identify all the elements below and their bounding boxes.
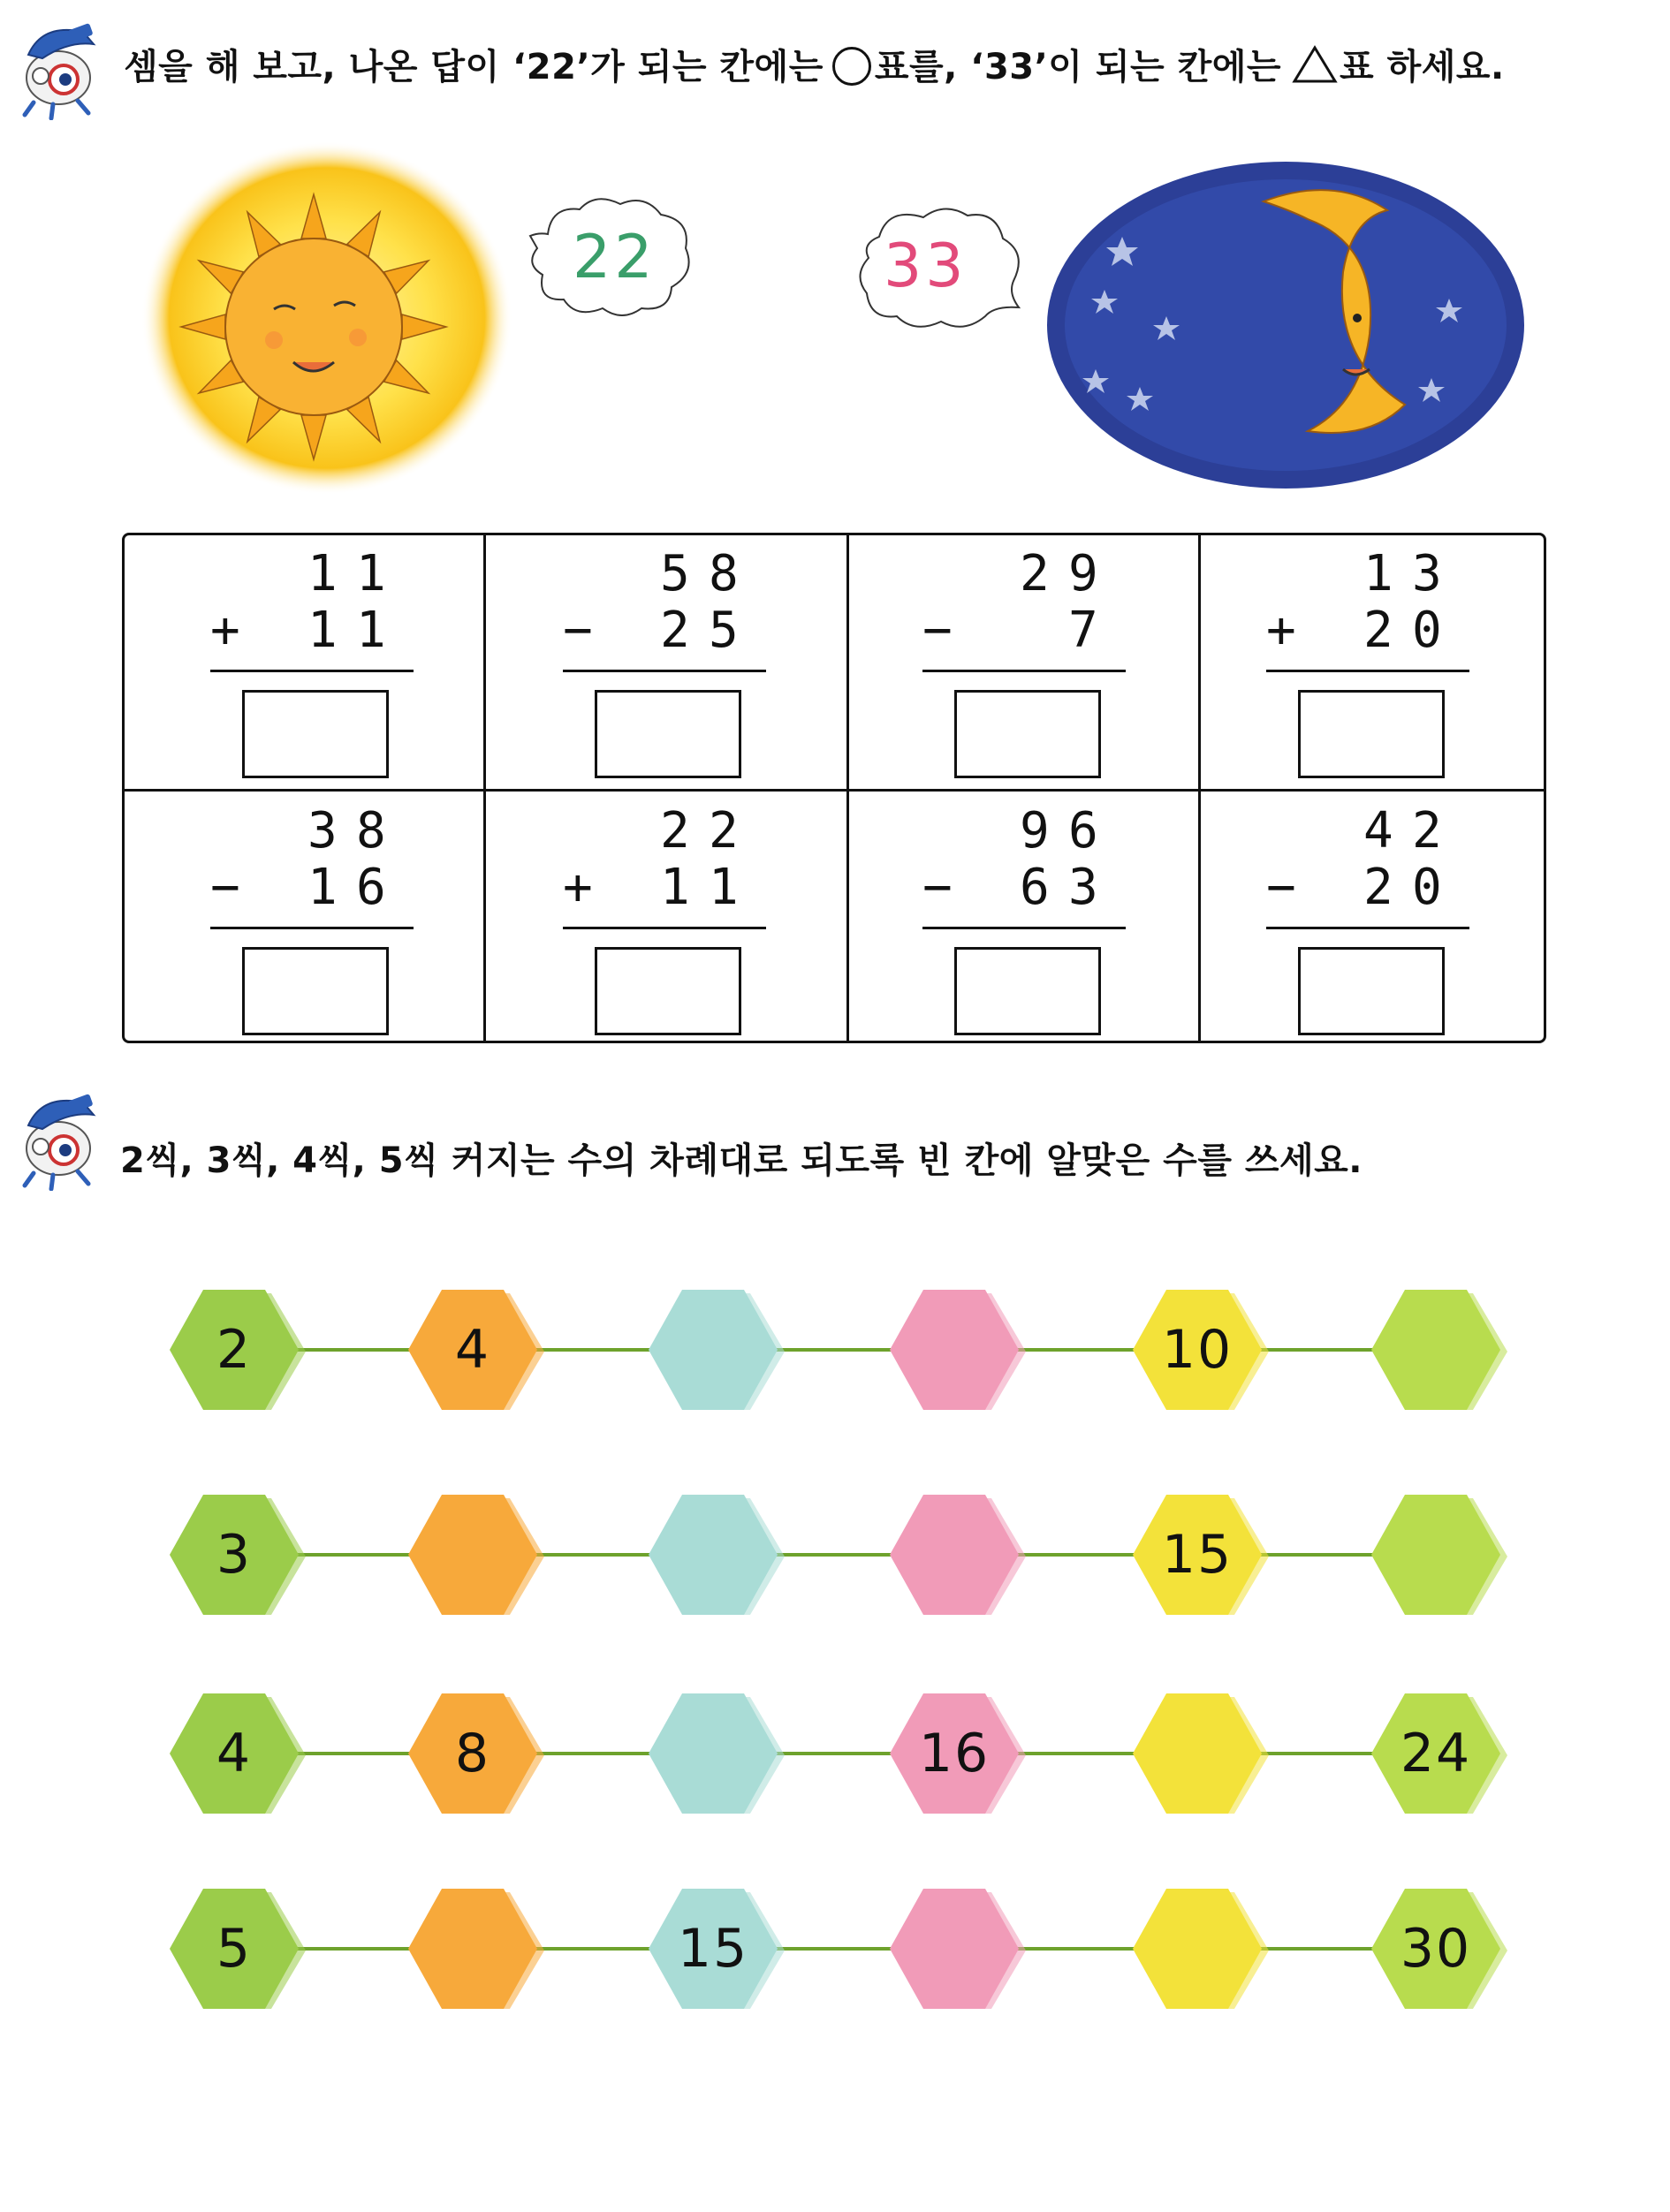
problem-cell [210, 803, 414, 916]
problem-cell [210, 546, 414, 659]
problem-bottom-row [1266, 602, 1469, 659]
hexagon-number: 30 [1400, 1918, 1472, 1980]
digit: 1 [307, 602, 338, 659]
blank-hexagon[interactable] [647, 1288, 788, 1412]
digit: 1 [307, 859, 338, 916]
chain-connector [1260, 1348, 1373, 1352]
digit: 2 [660, 602, 690, 659]
hexagon-number: 16 [918, 1723, 991, 1784]
problem-top-row [563, 803, 766, 860]
problem-cell [563, 803, 766, 916]
sun-illustration [133, 141, 521, 495]
blank-hexagon[interactable] [888, 1887, 1029, 2011]
problem-top-row [922, 803, 1126, 860]
number-hexagon [168, 1692, 309, 1815]
blank-hexagon[interactable] [1131, 1692, 1272, 1815]
hexagon-number [888, 1887, 1021, 2011]
blank-hexagon[interactable] [647, 1692, 788, 1815]
digit: 8 [356, 802, 386, 860]
answer-box[interactable] [1298, 690, 1445, 778]
problem-cell [1266, 803, 1469, 916]
problem-bottom-row [210, 860, 414, 916]
number-chain [0, 1887, 1670, 2011]
problem-top-row [210, 803, 414, 860]
blank-hexagon[interactable] [1370, 1288, 1511, 1412]
sum-line [1266, 927, 1469, 929]
problem-top-row [1266, 803, 1469, 860]
hexagon-number [647, 1692, 779, 1815]
chain-connector [297, 1348, 410, 1352]
problem-bottom-row [563, 602, 766, 659]
hexagon-number: 24 [1400, 1723, 1472, 1784]
number-hexagon [406, 1288, 548, 1412]
digit: 8 [709, 545, 739, 602]
sun-bubble-number: 22 [573, 223, 657, 292]
instruction-1-part-a: 셈을 해 보고, 나온 답이 ‘22’가 되는 칸에는 [124, 47, 824, 87]
number-hexagon [168, 1493, 309, 1617]
chain-connector [1260, 1553, 1373, 1557]
digit: 3 [1412, 545, 1442, 602]
number-hexagon [1131, 1493, 1272, 1617]
instruction-1 [124, 39, 1505, 89]
chain-connector [297, 1752, 410, 1755]
instruction-2: 2씩, 3씩, 4씩, 5씩 커지는 수의 차례대로 되도록 빈 칸에 알맞은 수를 쓰세요. [120, 1140, 1363, 1181]
chain-connector [776, 1348, 892, 1352]
hexagon-number [888, 1288, 1021, 1412]
digit: 2 [660, 802, 690, 860]
operator-sign: − [922, 602, 953, 659]
digit: 6 [1020, 859, 1050, 916]
blank-hexagon[interactable] [647, 1493, 788, 1617]
hexagon-number [406, 1493, 539, 1617]
chain-connector [1017, 1553, 1135, 1557]
hexagon-number [647, 1493, 779, 1617]
problem-top-row [210, 546, 414, 602]
chain-connector [297, 1947, 410, 1951]
hexagon-number: 8 [454, 1723, 491, 1784]
problem-bottom-row [1266, 860, 1469, 916]
problem-top-row [922, 546, 1126, 602]
digit: 6 [1068, 802, 1098, 860]
blank-hexagon[interactable] [406, 1887, 548, 2011]
problem-top-row [1266, 546, 1469, 602]
sum-line [563, 927, 766, 929]
digit: 2 [1363, 859, 1393, 916]
chain-connector [1017, 1752, 1135, 1755]
moon-bubble-number: 33 [884, 231, 968, 301]
triangle-symbol-icon [1292, 45, 1338, 84]
problem-cell [922, 803, 1126, 916]
blank-hexagon[interactable] [406, 1493, 548, 1617]
digit: 1 [356, 602, 386, 659]
digit: 4 [1363, 802, 1393, 860]
digit: 2 [1412, 802, 1442, 860]
blank-hexagon[interactable] [1131, 1887, 1272, 2011]
hexagon-number: 5 [216, 1918, 253, 1980]
digit: 2 [1020, 545, 1050, 602]
grid-divider [125, 789, 1544, 792]
operator-sign: + [1266, 602, 1296, 659]
sum-line [922, 927, 1126, 929]
digit: 1 [709, 859, 739, 916]
hexagon-number [1131, 1887, 1264, 2011]
number-hexagon [168, 1887, 309, 2011]
number-chain [0, 1493, 1670, 1617]
digit: 1 [660, 859, 690, 916]
sum-line [210, 927, 414, 929]
hexagon-number: 10 [1161, 1319, 1234, 1381]
sum-line [922, 670, 1126, 672]
chain-connector [1017, 1348, 1135, 1352]
digit: 1 [307, 545, 338, 602]
digit: 2 [709, 802, 739, 860]
answer-box[interactable] [242, 947, 389, 1035]
chain-connector [776, 1553, 892, 1557]
number-chain [0, 1692, 1670, 1815]
problem-bottom-row [563, 860, 766, 916]
digit: 6 [356, 859, 386, 916]
chain-connector [776, 1752, 892, 1755]
mascot-icon [7, 1085, 113, 1191]
instruction-1-part-c: 표 하세요. [1340, 47, 1505, 87]
digit: 9 [1020, 802, 1050, 860]
operator-sign: + [563, 859, 593, 916]
number-hexagon [1370, 1887, 1511, 2011]
digit: 7 [1068, 602, 1098, 659]
chain-connector [297, 1553, 410, 1557]
digit: 1 [356, 545, 386, 602]
blank-hexagon[interactable] [888, 1288, 1029, 1412]
moon-illustration [1043, 157, 1529, 493]
problem-cell [563, 546, 766, 659]
blank-hexagon[interactable] [1370, 1493, 1511, 1617]
number-hexagon [647, 1887, 788, 2011]
problem-bottom-row [922, 602, 1126, 659]
answer-box[interactable] [954, 690, 1101, 778]
digit: 5 [660, 545, 690, 602]
digit: 3 [307, 802, 338, 860]
hexagon-number: 4 [454, 1319, 491, 1381]
chain-connector [1260, 1752, 1373, 1755]
grid-divider [1198, 535, 1201, 1041]
problem-top-row [563, 546, 766, 602]
chain-connector [535, 1553, 650, 1557]
operator-sign: − [210, 859, 240, 916]
digit: 0 [1412, 602, 1442, 659]
instruction-1-part-b: 표를, ‘33’이 되는 칸에는 [874, 47, 1281, 87]
answer-box[interactable] [595, 947, 741, 1035]
sum-line [1266, 670, 1469, 672]
hexagon-number: 15 [677, 1918, 749, 1980]
digit: 3 [1068, 859, 1098, 916]
grid-divider [846, 535, 849, 1041]
chain-connector [1017, 1947, 1135, 1951]
problem-grid [122, 533, 1546, 1043]
answer-box[interactable] [954, 947, 1101, 1035]
grid-divider [483, 535, 486, 1041]
hexagon-number [1370, 1288, 1502, 1412]
operator-sign: − [563, 602, 593, 659]
chain-connector [776, 1947, 892, 1951]
hexagon-number [406, 1887, 539, 2011]
chain-connector [535, 1752, 650, 1755]
chain-connector [1260, 1947, 1373, 1951]
number-hexagon [888, 1692, 1029, 1815]
hexagon-number: 4 [216, 1723, 253, 1784]
digit: 1 [1363, 545, 1393, 602]
hexagon-number: 3 [216, 1524, 253, 1586]
sum-line [210, 670, 414, 672]
chain-connector [535, 1947, 650, 1951]
chain-connector [535, 1348, 650, 1352]
answer-box[interactable] [1298, 947, 1445, 1035]
circle-symbol-icon [832, 47, 871, 86]
sum-line [563, 670, 766, 672]
hexagon-number [1131, 1692, 1264, 1815]
hexagon-number [888, 1493, 1021, 1617]
problem-cell [922, 546, 1126, 659]
number-chain [0, 1288, 1670, 1412]
hexagon-number [647, 1288, 779, 1412]
answer-box[interactable] [242, 690, 389, 778]
operator-sign: − [1266, 859, 1296, 916]
digit: 2 [1363, 602, 1393, 659]
hexagon-number [1370, 1493, 1502, 1617]
number-hexagon [406, 1692, 548, 1815]
digit: 9 [1068, 545, 1098, 602]
hexagon-number: 15 [1161, 1524, 1234, 1586]
problem-bottom-row [210, 602, 414, 659]
blank-hexagon[interactable] [888, 1493, 1029, 1617]
problem-cell [1266, 546, 1469, 659]
operator-sign: + [210, 602, 240, 659]
digit: 0 [1412, 859, 1442, 916]
answer-box[interactable] [595, 690, 741, 778]
operator-sign: − [922, 859, 953, 916]
number-hexagon [1370, 1692, 1511, 1815]
number-hexagon [168, 1288, 309, 1412]
hexagon-number: 2 [216, 1319, 253, 1381]
digit: 5 [709, 602, 739, 659]
problem-bottom-row [922, 860, 1126, 916]
number-hexagon [1131, 1288, 1272, 1412]
mascot-icon [7, 14, 113, 120]
